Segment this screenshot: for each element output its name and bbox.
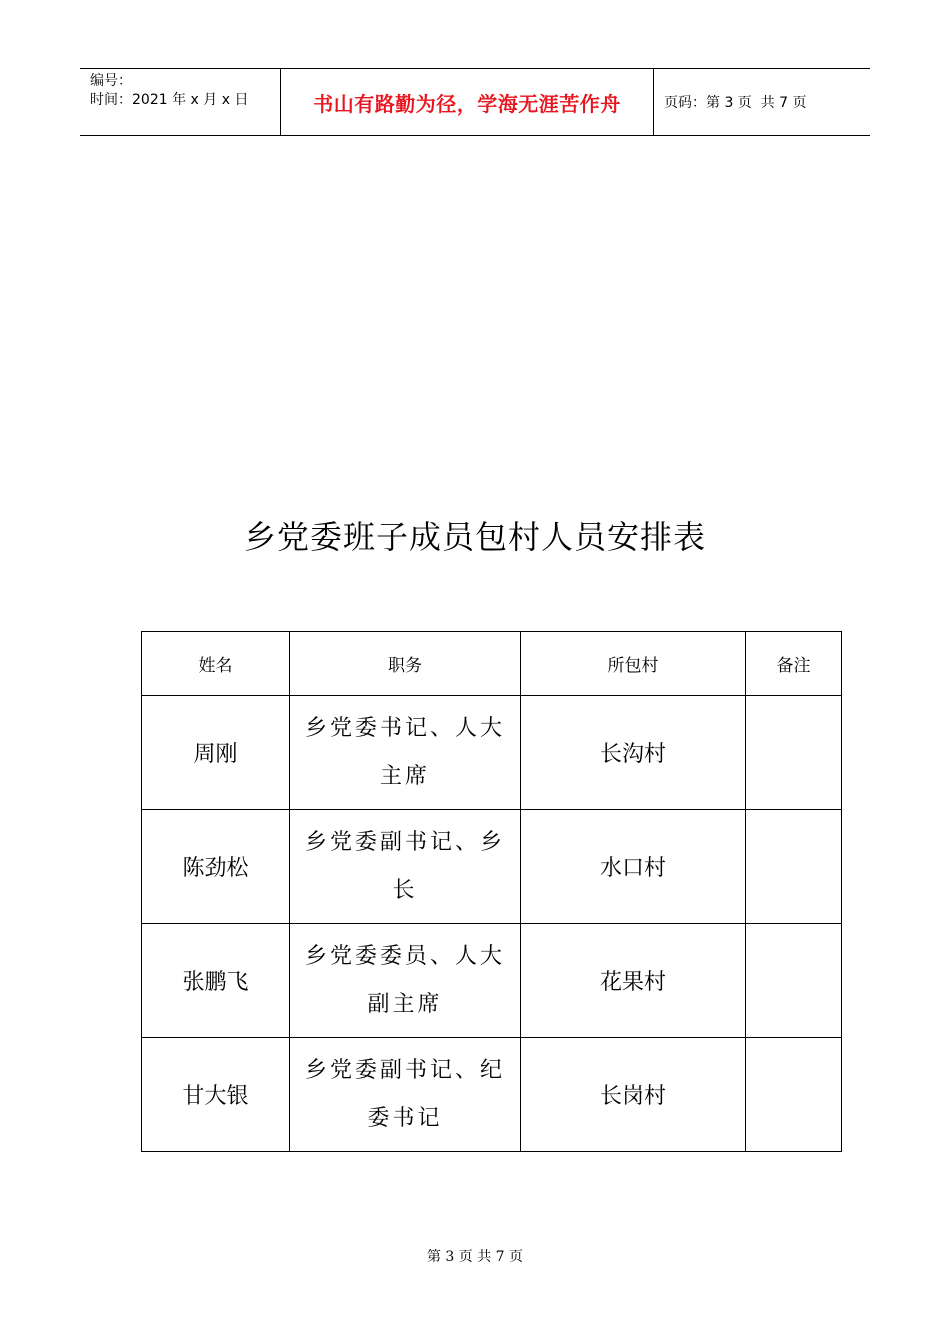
column-header-village: 所包村 [521,632,746,696]
column-header-note: 备注 [746,632,842,696]
cell-name: 甘大银 [142,1038,290,1152]
table-row [142,810,842,924]
cell-name: 张鹏飞 [142,924,290,1038]
table-row [142,924,842,1038]
table-header-row [142,632,842,696]
cell-duty: 乡党委委员、人大副主席 [290,924,521,1038]
cell-village: 花果村 [521,924,746,1038]
table-row [142,1038,842,1152]
cell-village: 长沟村 [521,696,746,810]
header-number-label: 编号： [90,73,132,89]
column-header-name: 姓名 [142,632,290,696]
cell-village: 长岗村 [521,1038,746,1152]
cell-note [746,696,842,810]
header-page-info: 页码：第 3 页 共 7 页 [664,95,807,111]
page-header [80,68,870,136]
header-motto: 书山有路勤为径，学海无涯苦作舟 [281,69,654,135]
cell-duty: 乡党委副书记、乡长 [290,810,521,924]
cell-village: 水口村 [521,810,746,924]
header-meta [80,69,281,135]
table-row [142,696,842,810]
cell-note [746,1038,842,1152]
page-footer: 第 3 页 共 7 页 [426,1249,524,1265]
cell-note [746,924,842,1038]
column-header-duty: 职务 [290,632,521,696]
cell-name: 周刚 [142,696,290,810]
header-date-label: 时间：2021 年 x 月 x 日 [90,92,249,108]
cell-duty: 乡党委副书记、纪委书记 [290,1038,521,1152]
document-title: 乡党委班子成员包村人员安排表 [243,518,706,556]
cell-name: 陈劲松 [142,810,290,924]
assignment-table [141,631,842,1152]
cell-duty: 乡党委书记、人大主席 [290,696,521,810]
cell-note [746,810,842,924]
